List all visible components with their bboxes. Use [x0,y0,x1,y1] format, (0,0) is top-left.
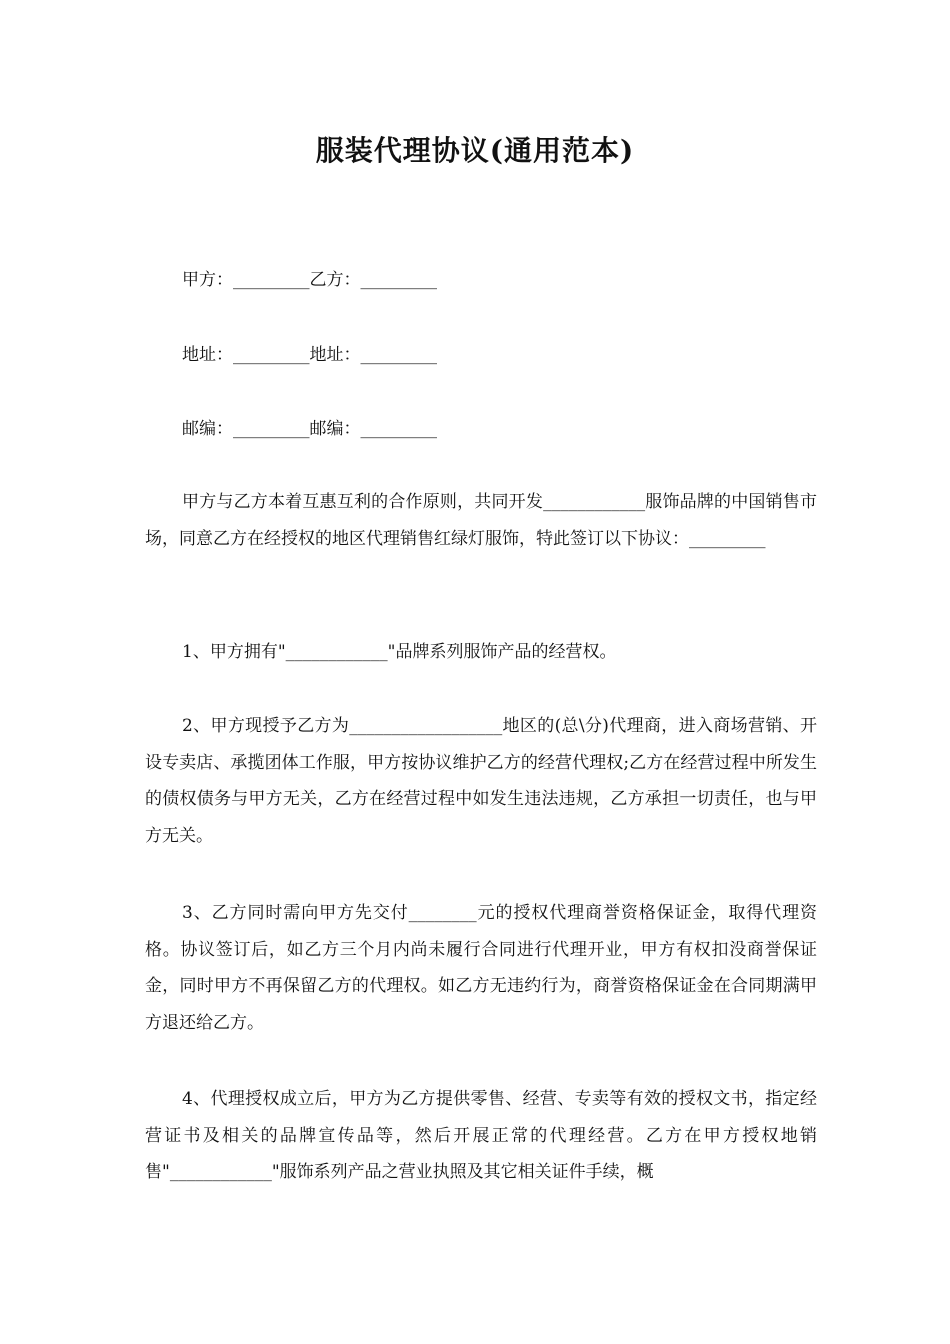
clause-3-paragraph: 3、乙方同时需向甲方先交付________元的授权代理商誉资格保证金，取得代理资格。协议签订后，如乙方三个月内尚未履行合同进行代理开业，甲方有权扣没商誉保证金，同时甲方不再保留乙方的代理权。如乙方无违约行为，商誉资格保证金在合同期满甲方退还给乙方。 [145,903,817,1033]
clause-2-paragraph: 2、甲方现授予乙方为__________________地区的(总\分)代理商，进入商场营销、开设专卖店、承揽团体工作服，甲方按协议维护乙方的经营代理权;乙方在经营过程中所发生的债权债务与甲方无关，乙方在经营过程中如发生违法违规，乙方承担一切责任，也与甲方无关。 [145,716,817,846]
clause-1-paragraph: 1、甲方拥有"____________"品牌系列服饰产品的经营权。 [182,642,617,662]
party-names-line: 甲方：_________乙方：_________ [182,270,437,290]
party-address-line: 地址：_________地址：_________ [182,345,437,365]
document-title: 服装代理协议(通用范本) [315,134,635,167]
party-postcode-line: 邮编：_________邮编：_________ [182,419,437,439]
clause-4-paragraph: 4、代理授权成立后，甲方为乙方提供零售、经营、专卖等有效的授权文书，指定经营证书及相关的品牌宣传品等，然后开展正常的代理经营。乙方在甲方授权地销售"____________"服饰系列产品之营业执照及其它相关证件手续，概 [145,1089,817,1182]
intro-paragraph: 甲方与乙方本着互惠互利的合作原则，共同开发____________服饰品牌的中国销售市场，同意乙方在经授权的地区代理销售红绿灯服饰，特此签订以下协议：_________ [145,492,817,549]
